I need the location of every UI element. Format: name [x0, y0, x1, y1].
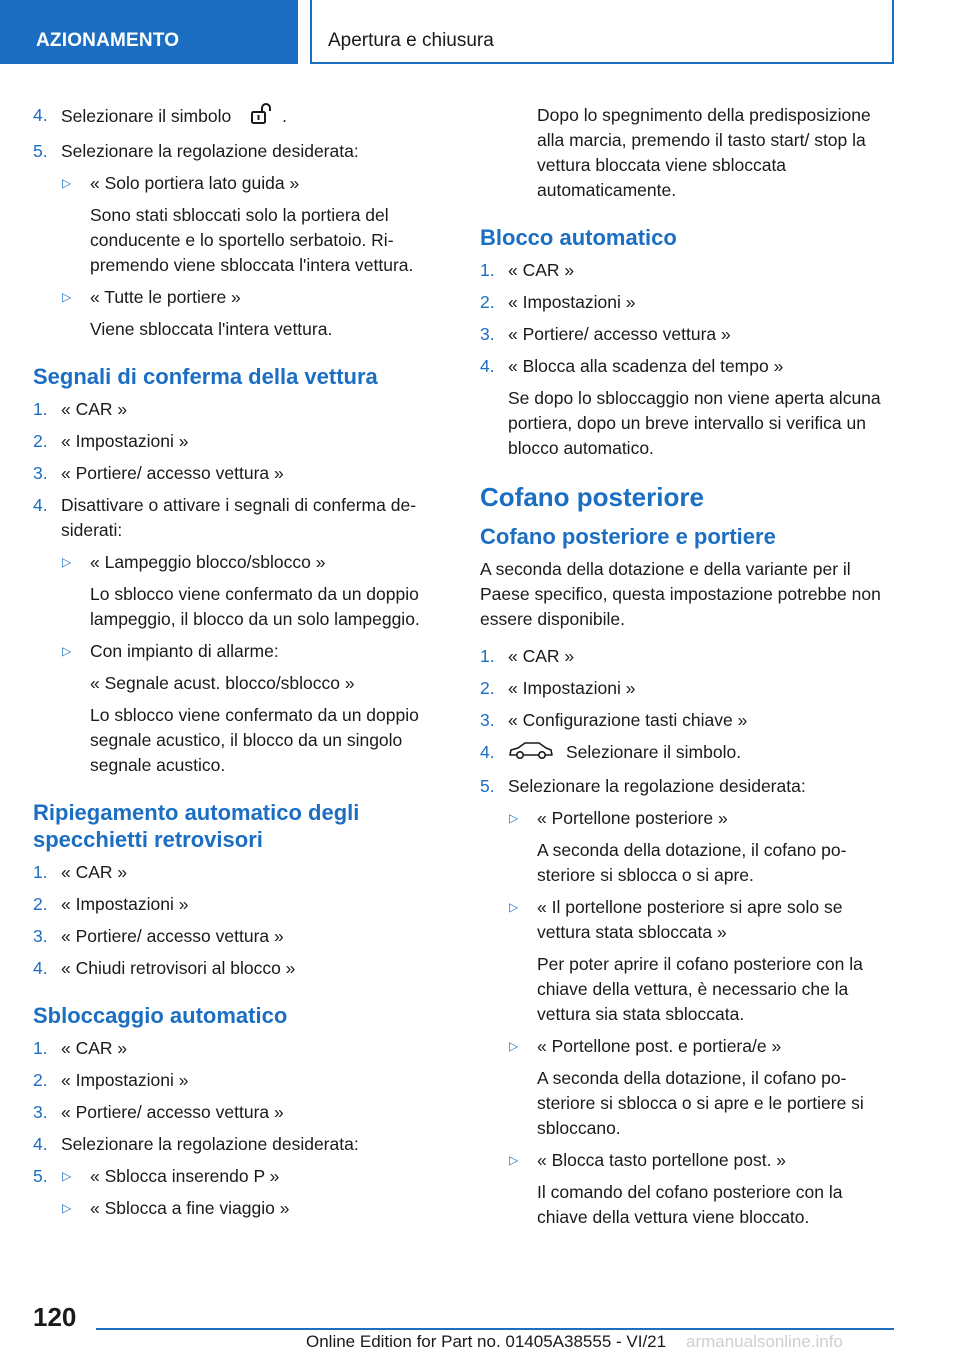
body-text: A seconda della dotazione e della variante per il Paese specifico, questa impostazione potrebbe non essere disponibile.: [480, 559, 881, 629]
list-item: [33, 924, 449, 949]
heading-segnali: Segnali di conferma della vettura: [33, 364, 378, 389]
item-number: 1.: [33, 1038, 48, 1058]
list-item: [480, 258, 896, 283]
item-number: 3.: [480, 324, 495, 344]
list-item: [480, 740, 896, 767]
header-topic: Apertura e chiusura: [328, 30, 494, 51]
item-text: « Portiere/ accesso vettura »: [61, 926, 284, 946]
item-number: 2.: [33, 431, 48, 451]
page-number: 120: [33, 1302, 77, 1332]
item-number: 5.: [33, 1166, 48, 1186]
sub-item-label: Con impianto di allarme:: [90, 641, 279, 661]
item-text: « Impostazioni »: [61, 894, 189, 914]
heading-cofano-portiere: Cofano posteriore e portiere: [480, 524, 776, 549]
header-section: AZIONAMENTO: [36, 30, 180, 51]
sub-item: [33, 550, 449, 575]
sub-item-label: « Sblocca a fine viaggio »: [90, 1198, 290, 1218]
item-text: « Portiere/ accesso vettura »: [61, 463, 284, 483]
item-text: « Impostazioni »: [61, 1070, 189, 1090]
bullet-triangle-icon: ▷: [62, 644, 72, 658]
header-section-tab: [0, 0, 298, 64]
bullet-triangle-icon: ▷: [509, 900, 519, 914]
list-item: [480, 290, 896, 315]
unlock-icon: [250, 103, 274, 132]
list-item: [33, 493, 449, 543]
list-item: [33, 103, 449, 132]
item-number: 4.: [33, 958, 48, 978]
bullet-triangle-icon: ▷: [62, 1201, 72, 1215]
footer-edition: Online Edition for Part no. 01405A38555 - VI/21: [306, 1332, 667, 1351]
right-column: [480, 103, 896, 1237]
list-item: [33, 397, 449, 422]
list-item: [480, 676, 896, 701]
list-item: [33, 1068, 449, 1093]
left-column: [33, 103, 449, 1228]
bullet-triangle-icon: ▷: [62, 555, 72, 569]
bullet-triangle-icon: ▷: [62, 1169, 72, 1183]
list-item: [33, 1132, 449, 1157]
sub-item-text: A seconda della dotazione, il cofano posteriore si sblocca o si apre.: [537, 840, 847, 885]
item-text: « CAR »: [61, 1038, 128, 1058]
item-number: 4.: [480, 356, 495, 376]
list-item: [480, 644, 896, 669]
item-text: « Impostazioni »: [508, 292, 636, 312]
item-text: Selezionare la regolazione desiderata:: [61, 1134, 359, 1154]
heading-blocco: Blocco automatico: [480, 225, 677, 250]
bullet-triangle-icon: ▷: [509, 1039, 519, 1053]
item-text: Selezionare il simbolo.: [566, 742, 742, 763]
item-text: Disattivare o attivare i segnali di conferma desiderati:: [61, 495, 417, 540]
item-number: 3.: [480, 710, 495, 730]
sub-item: [33, 171, 449, 196]
heading-sbloccaggio: Sbloccaggio automatico: [33, 1003, 288, 1028]
item-text: « CAR »: [508, 646, 575, 666]
item-number: 2.: [33, 894, 48, 914]
sub-item: [480, 1034, 896, 1059]
item-number: 2.: [480, 292, 495, 312]
list-item: [33, 956, 449, 981]
sub-item: [33, 285, 449, 310]
sub-item: [480, 895, 896, 945]
list-item: [480, 708, 896, 733]
item-number: 3.: [33, 926, 48, 946]
item-text: « Portiere/ accesso vettura »: [508, 324, 731, 344]
sub-item-text: Viene sbloccata l'intera vettura.: [90, 319, 333, 339]
bullet-triangle-icon: ▷: [62, 176, 72, 190]
sub-item-label: « Il portellone posteriore si apre solo se vettura stata sbloccata »: [537, 897, 843, 942]
item-number: 1.: [33, 399, 48, 419]
footer-divider: [96, 1328, 894, 1330]
list-item: [33, 1164, 449, 1189]
sub-item-label: « Portellone posteriore »: [537, 808, 728, 828]
sub-item-label: « Lampeggio blocco/sblocco »: [90, 552, 326, 572]
sub-item-label: « Solo portiera lato guida »: [90, 173, 300, 193]
list-item: [33, 892, 449, 917]
item-text: « Chiudi retrovisori al blocco »: [61, 958, 296, 978]
list-item: [33, 1100, 449, 1125]
bullet-triangle-icon: ▷: [62, 290, 72, 304]
list-item: [480, 322, 896, 347]
continued-text: Dopo lo spegnimento della predisposizione alla marcia, premendo il tasto start/ stop la vettura bloccata viene sbloccata automaticamente.: [537, 105, 871, 200]
item-text: Selezionare la regolazione desiderata:: [508, 776, 806, 796]
item-number: 5.: [480, 776, 495, 796]
item-text: « CAR »: [508, 260, 575, 280]
item-text: « Impostazioni »: [61, 431, 189, 451]
item-text: « CAR »: [61, 862, 128, 882]
sub-item: [480, 1148, 896, 1173]
item-number: 4.: [33, 495, 48, 515]
item-text: « Configurazione tasti chiave »: [508, 710, 748, 730]
sub-item-text: A seconda della dotazione, il cofano posteriore si sblocca o si apre e le portiere si sbloccano.: [537, 1068, 864, 1138]
item-number: 4.: [33, 1134, 48, 1154]
car-icon: [508, 740, 554, 767]
item-text-continued: Se dopo lo sbloccaggio non viene aperta alcuna portiera, dopo un breve intervallo si verifica un blocco automatico.: [508, 388, 881, 458]
footer-watermark: armanualsonline.info: [686, 1332, 843, 1351]
item-number: 4.: [480, 742, 495, 762]
item-number: 1.: [33, 862, 48, 882]
item-number: 3.: [33, 463, 48, 483]
list-item: [480, 774, 896, 799]
item-text: « CAR »: [61, 399, 128, 419]
bullet-triangle-icon: ▷: [509, 1153, 519, 1167]
header-topic-tab: [310, 0, 894, 64]
item-number: 1.: [480, 646, 495, 666]
item-text: « Blocca alla scadenza del tempo »: [508, 356, 784, 376]
sub-item-label: « Portellone post. e portiera/e »: [537, 1036, 782, 1056]
sub-item: [480, 806, 896, 831]
item-text-end: .: [282, 106, 287, 127]
bullet-triangle-icon: ▷: [509, 811, 519, 825]
list-item: [33, 1036, 449, 1061]
sub-item-text: Per poter aprire il cofano posteriore con la chiave della vettura, è necessario che la vettura sia stata sbloccata.: [537, 954, 863, 1024]
item-number: 2.: [480, 678, 495, 698]
sub-item-text: Il comando del cofano posteriore con la chiave della vettura viene bloccato.: [537, 1182, 843, 1227]
sub-item: [33, 639, 449, 664]
list-item: [33, 139, 449, 164]
item-number: 3.: [33, 1102, 48, 1122]
item-number: 1.: [480, 260, 495, 280]
sub-item-label: « Blocca tasto portellone post. »: [537, 1150, 787, 1170]
list-item: [480, 354, 896, 379]
sub-item-text: Lo sblocco viene confermato da un doppio lampeggio, il blocco da un solo lampeggio.: [90, 584, 420, 629]
sub-item-label: « Sblocca inserendo P »: [90, 1166, 280, 1186]
item-text: Selezionare la regolazione desiderata:: [61, 141, 359, 161]
item-number: 2.: [33, 1070, 48, 1090]
sub-item-text: « Segnale acust. blocco/sblocco »: [90, 673, 355, 693]
heading-cofano: Cofano posteriore: [480, 482, 704, 512]
sub-item-label: « Tutte le portiere »: [90, 287, 241, 307]
sub-item-text: Lo sblocco viene confermato da un doppio segnale acustico, il blocco da un singolo segnale acustico.: [90, 705, 419, 775]
list-item: [33, 461, 449, 486]
list-item: [33, 860, 449, 885]
list-item: [33, 429, 449, 454]
item-text: Selezionare il simbolo: [61, 106, 232, 127]
sub-item-text: Sono stati sbloccati solo la portiera del conducente e lo sportello serbatoio. Ripremendo viene sbloccata l'intera vettura.: [90, 205, 414, 275]
item-text: « Impostazioni »: [508, 678, 636, 698]
heading-ripiegamento: Ripiegamento automatico degli specchietti retrovisori: [33, 800, 360, 852]
item-text: « Portiere/ accesso vettura »: [61, 1102, 284, 1122]
item-number: 5.: [33, 141, 48, 161]
sub-item: [33, 1196, 449, 1221]
item-number: 4.: [33, 105, 48, 125]
